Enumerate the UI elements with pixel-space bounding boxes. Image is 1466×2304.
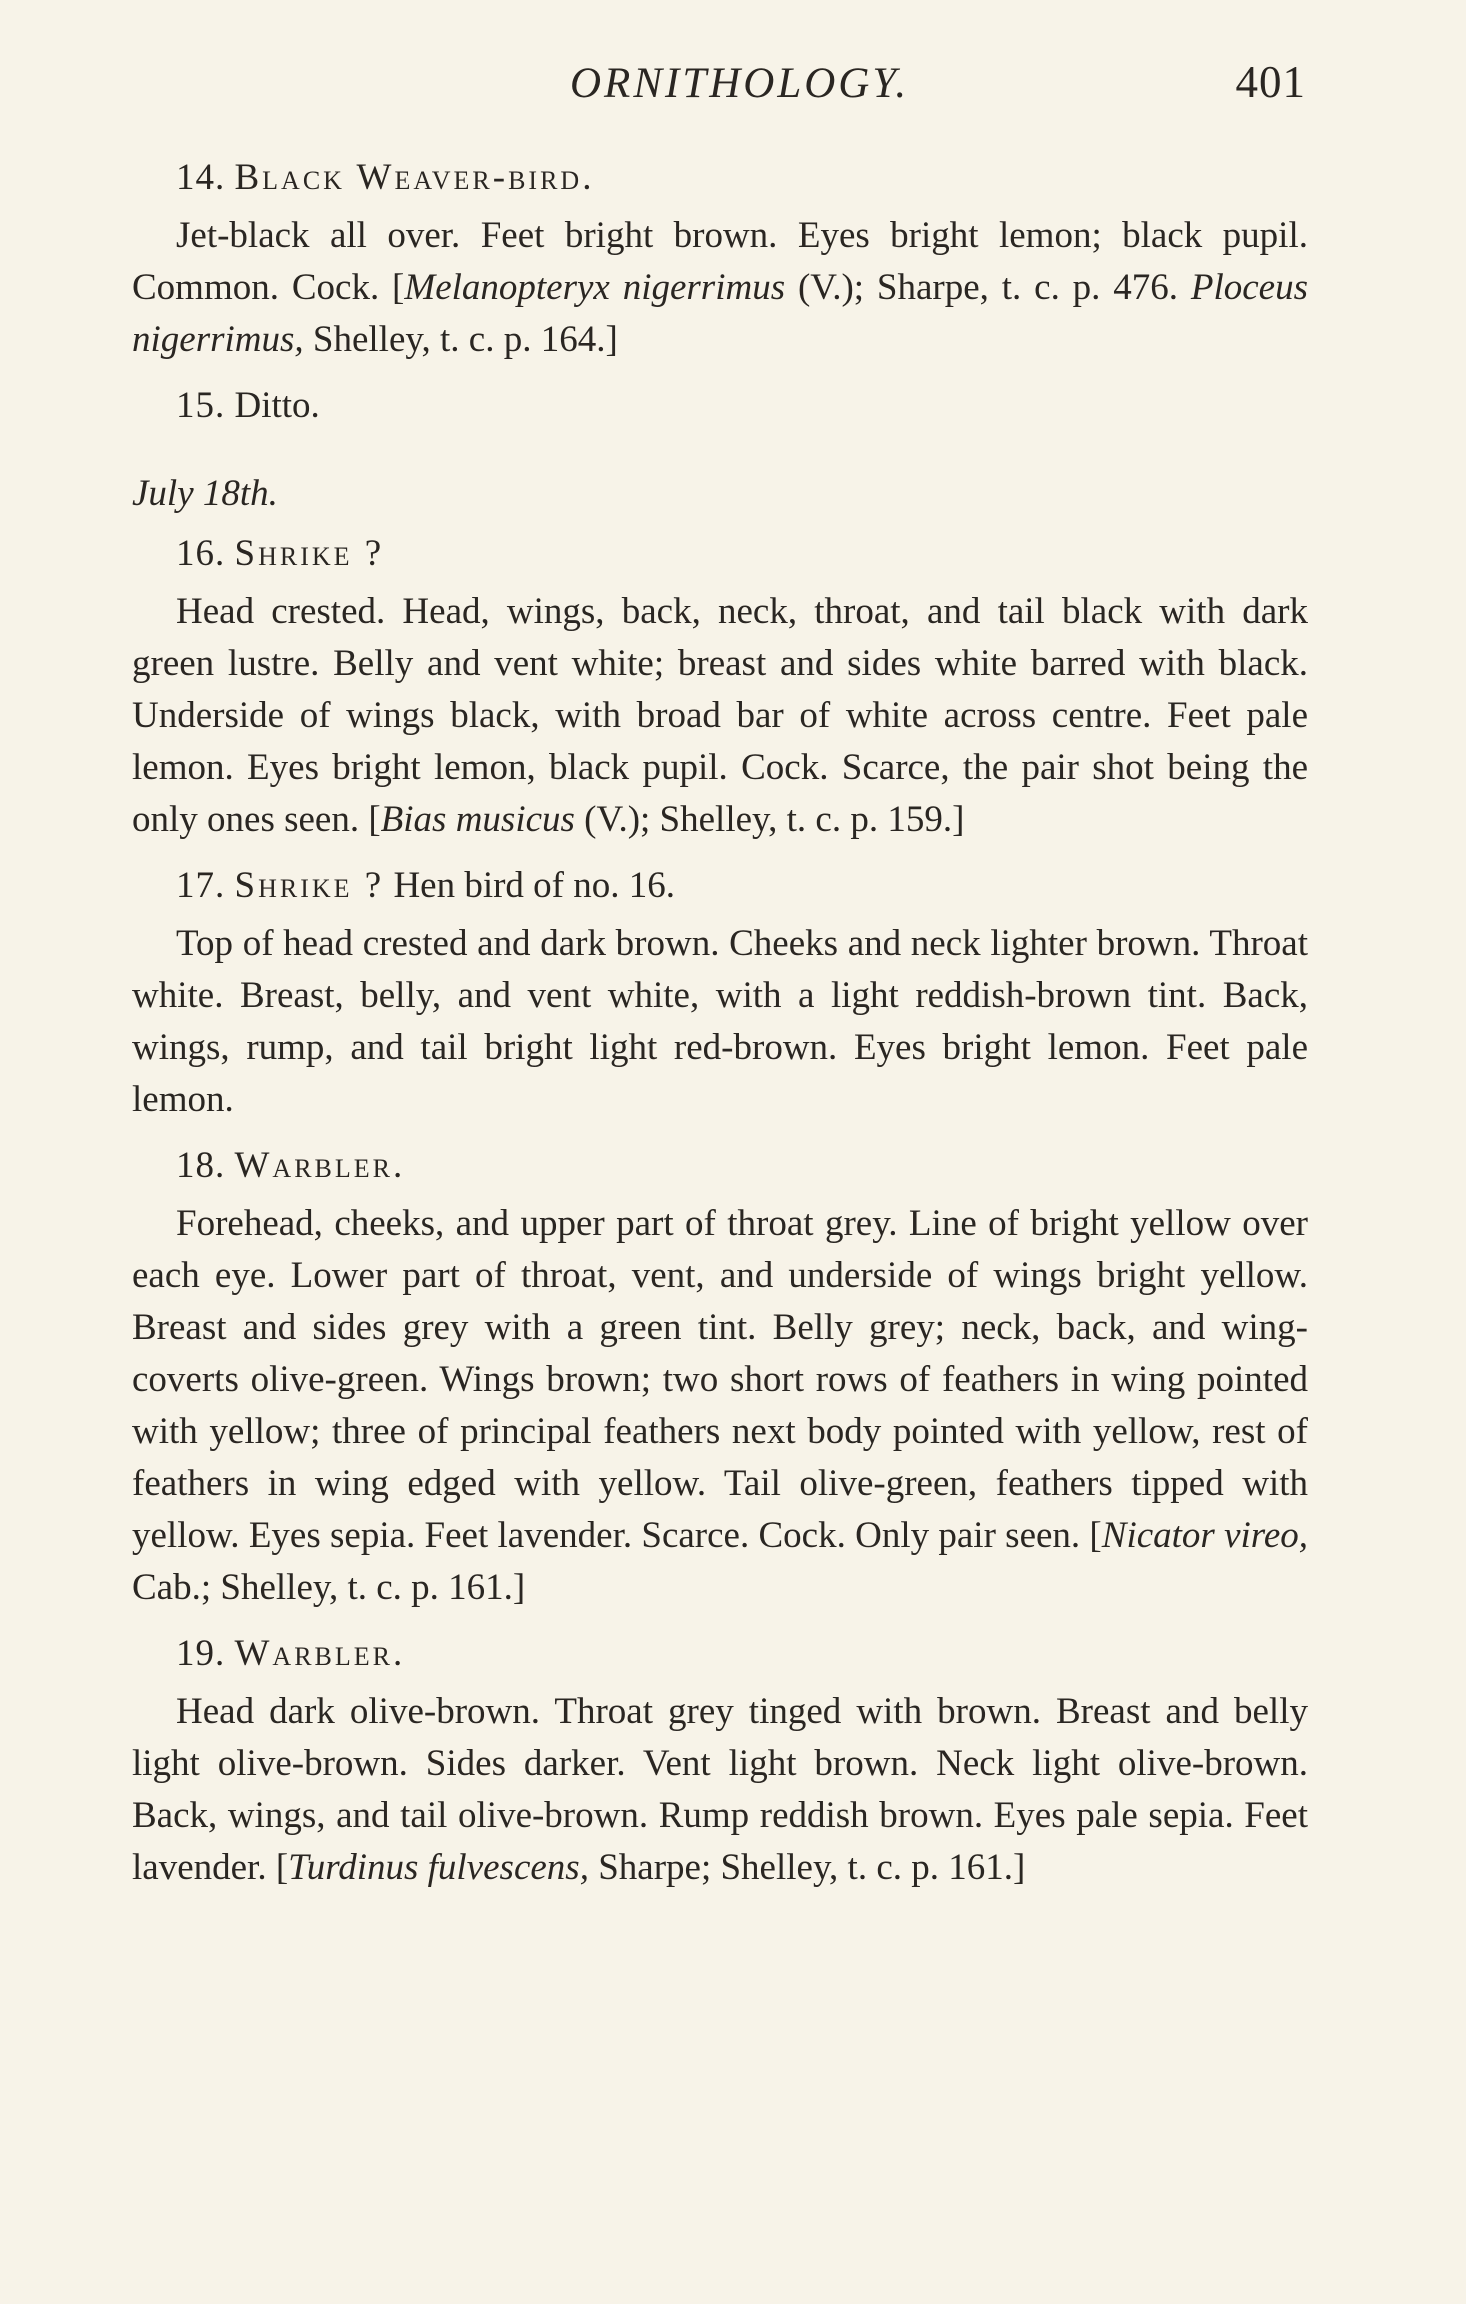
entry-description: Head dark olive-brown. Throat grey tinged with brown. Breast and belly light olive-brown. Sides darker. Vent light brown. Neck light olive-brown. Back, wings, and tail olive-brown. Rump reddish brown. Eyes pale sepia. Feet lavender. [Turdinus fulvescens, Sharpe; Shelley, t. c. p. 161.]: [132, 1691, 1308, 1888]
entry-heading: [176, 152, 1308, 204]
entry-title: Shrike ?: [234, 533, 385, 574]
entry-number: 16.: [176, 533, 226, 574]
entry-description: Head crested. Head, wings, back, neck, throat, and tail black with dark green lustre. Belly and vent white; breast and sides white barred with black. Underside of wings black, with broad bar of white across centre. Feet pale lemon. Eyes bright lemon, black pupil. Cock. Scarce, the pair shot being the only ones seen. [Bias musicus (V.); Shelley, t. c. p. 159.]: [132, 591, 1308, 840]
entry-title: Warbler.: [234, 1145, 406, 1186]
entry-number: 17.: [176, 865, 226, 906]
entry-title: Black Weaver-bird.: [234, 157, 595, 198]
date-heading: [132, 468, 1308, 520]
entry-subtitle: Hen bird of no. 16.: [393, 865, 676, 906]
scientific-name: Melanopteryx nigerrimus: [404, 267, 786, 308]
entry-heading: [176, 380, 1308, 432]
entry-number: 19.: [176, 1633, 226, 1674]
running-title: ORNITHOLOGY.: [570, 60, 910, 107]
entry-title: Shrike ?: [234, 865, 385, 906]
entry-heading: [176, 860, 1308, 912]
date-day: 18th.: [202, 473, 278, 514]
entry-description: Top of head crested and dark brown. Cheeks and neck lighter brown. Throat white. Breast, belly, and vent white, with a light reddish-brown tint. Back, wings, rump, and tail bright light red-brown. Eyes bright lemon. Feet pale lemon.: [132, 923, 1308, 1120]
entry-heading: [176, 1628, 1308, 1680]
scientific-name: Bias musicus: [380, 799, 575, 840]
entry-number: 14.: [176, 157, 226, 198]
entry-description: Forehead, cheeks, and upper part of throat grey. Line of bright yellow over each eye. Lower part of throat, vent, and underside of wings bright yellow. Breast and sides grey with a green tint. Belly grey; neck, back, and wing-coverts olive-green. Wings brown; two short rows of feathers in wing pointed with yellow; three of principal feathers next body pointed with yellow, rest of feathers in wing edged with yellow. Tail olive-green, feathers tipped with yellow. Eyes sepia. Feet lavender. Scarce. Cock. Only pair seen. [Nicator vireo, Cab.; Shelley, t. c. p. 161.]: [132, 1203, 1308, 1608]
running-head: [570, 56, 1306, 108]
entry-heading: [176, 528, 1308, 580]
entry-title: Warbler.: [234, 1633, 406, 1674]
entry-number: 15.: [176, 385, 226, 426]
scientific-name: Turdinus fulvescens,: [288, 1847, 589, 1888]
page-number: 401: [1235, 57, 1306, 107]
date-month: July: [132, 473, 194, 514]
scientific-name: Nicator vireo,: [1101, 1515, 1308, 1556]
entry-description: Jet-black all over. Feet bright brown. Eyes bright lemon; black pupil. Common. Cock. [Melanopteryx nigerrimus (V.); Sharpe, t. c. p. 476. Ploceus nigerrimus, Shelley, t. c. p. 164.]: [132, 215, 1308, 360]
scientific-name: Ploceus nigerrimus,: [132, 267, 1308, 360]
entry-title: Ditto.: [234, 385, 320, 426]
entry-number: 18.: [176, 1145, 226, 1186]
entry-heading: [176, 1140, 1308, 1192]
page-body: [132, 152, 1308, 1894]
